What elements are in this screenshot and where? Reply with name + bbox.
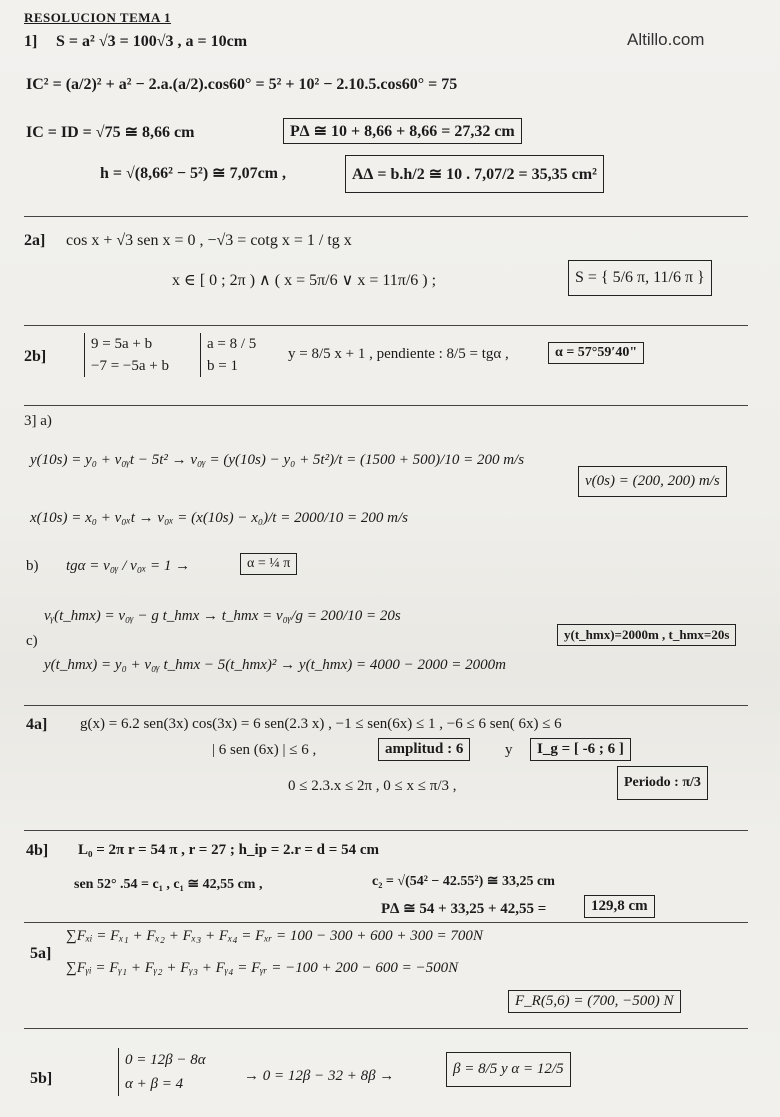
p3-line-1: y(10s) = y₀ + v₀ᵧt − 5t² → v₀ᵧ = (y(10s) − y₀ + 5t²)/t = (1500 + 500)/10 = 200 m/s [30, 452, 525, 468]
p1-line-3: IC = ID = √75 ≅ 8,66 cm [26, 124, 195, 141]
p5b-equation: → 0 = 12β − 32 + 8β → [244, 1068, 395, 1084]
p2b-equation: y = 8/5 x + 1 , pendiente : 8/5 = tgα , [288, 346, 509, 362]
p2b-sys-eq-1: 9 = 5a + b [91, 336, 153, 352]
p2a-line-2: x ∈ [ 0 ; 2π ) ∧ ( x = 5π/6 ∨ x = 11π/6 ) ; [172, 272, 437, 289]
p2b-sys-eq-2: −7 = −5a + b [91, 358, 169, 374]
p4b-result-box: 129,8 cm [584, 895, 655, 918]
p5a-line-1: ∑Fₓᵢ = Fₓ₁ + Fₓ₂ + Fₓ₃ + Fₓ₄ = Fₓᵣ = 100 − 300 + 600 + 300 = 700N [66, 928, 483, 944]
p5b-sys-eq-2: α + β = 4 [125, 1076, 184, 1092]
p4a-line-1: g(x) = 6.2 sen(3x) cos(3x) = 6 sen(2.3 x) , −1 ≤ sen(6x) ≤ 1 , −6 ≤ 6 sen( 6x) ≤ 6 [80, 716, 562, 732]
p1-line-2: IC² = (a/2)² + a² − 2.a.(a/2).cos60° = 5² + 10² − 2.10.5.cos60° = 75 [26, 76, 458, 93]
p5b-system [118, 1048, 206, 1096]
problem-2b-label: 2b] [24, 348, 47, 365]
p4a-image-box: I_g = [ -6 ; 6 ] [530, 738, 631, 761]
p4b-line-3: P∆ ≅ 54 + 33,25 + 42,55 = [381, 901, 547, 917]
p2b-sol-a: a = 8 / 5 [207, 336, 257, 352]
p4a-amplitude-box: amplitud : 6 [378, 738, 470, 761]
p2b-system [84, 333, 169, 377]
p3-line-4: vᵧ(t_hmx) = v₀ᵧ − g t_hmx → t_hmx = v₀ᵧ/g = 200/10 = 20s [44, 608, 401, 624]
page-title: RESOLUCION TEMA 1 [24, 10, 171, 25]
p1-area-box: A∆ = b.h/2 ≅ 10 . 7,07/2 = 35,35 cm² [345, 155, 604, 193]
watermark: Altillo.com [627, 30, 705, 49]
p2b-solution [200, 333, 256, 377]
p4b-line-2b: c₂ = √(54² − 42.55²) ≅ 33,25 cm [372, 874, 555, 889]
p1-perimeter-box: P∆ ≅ 10 + 8,66 + 8,66 = 27,32 cm [283, 118, 522, 144]
p4a-y: y [505, 742, 513, 758]
problem-4b-label: 4b] [26, 842, 49, 859]
p1-line-4: h = √(8,66² − 5²) ≅ 7,07cm , [100, 165, 286, 182]
problem-2a-label: 2a] [24, 232, 46, 249]
divider [24, 216, 748, 217]
divider [24, 830, 748, 831]
problem-1-label: 1] [24, 33, 38, 50]
p4a-line-2: | 6 sen (6x) | ≤ 6 , [212, 742, 317, 758]
p5b-result-box: β = 8/5 y α = 12/5 [446, 1052, 571, 1087]
divider [24, 405, 748, 406]
p5b-sys-eq-1: 0 = 12β − 8α [125, 1052, 206, 1068]
divider [24, 922, 748, 923]
p2a-line-1: cos x + √3 sen x = 0 , −√3 = cotg x = 1 / tg x [66, 232, 352, 249]
p4a-line-3: 0 ≤ 2.3.x ≤ 2π , 0 ≤ x ≤ π/3 , [288, 778, 457, 794]
p3-line-5: y(t_hmx) = y₀ + v₀ᵧ t_hmx − 5(t_hmx)² → y(t_hmx) = 4000 − 2000 = 2000m [44, 657, 506, 673]
problem-4a-label: 4a] [26, 716, 48, 733]
p3-alpha-box: α = ¼ π [240, 553, 297, 575]
p3-line-3: tgα = v₀ᵧ / v₀ₓ = 1 → [66, 558, 191, 574]
p3-line-2: x(10s) = x₀ + v₀ₓt → v₀ₓ = (x(10s) − x₀)/t = 2000/10 = 200 m/s [30, 510, 408, 526]
problem-5b-label: 5b] [30, 1070, 53, 1087]
divider [24, 325, 748, 326]
p2b-sol-b: b = 1 [207, 358, 238, 374]
p3-c-label: c) [26, 633, 38, 649]
divider [24, 1028, 748, 1029]
p4a-period-box: Periodo : π/3 [617, 766, 708, 800]
problem-3-label: 3] a) [24, 413, 52, 429]
p1-line-1: S = a² √3 = 100√3 , a = 10cm [56, 33, 248, 50]
p4b-line-2: sen 52° .54 = c₁ , c₁ ≅ 42,55 cm , [74, 877, 263, 892]
p5a-result-box: F_R(5,6) = (700, −500) N [508, 990, 681, 1013]
p3-height-box: y(t_hmx)=2000m , t_hmx=20s [557, 624, 736, 646]
p3-b-label: b) [26, 558, 39, 574]
p5a-line-2: ∑Fᵧᵢ = Fᵧ₁ + Fᵧ₂ + Fᵧ₃ + Fᵧ₄ = Fᵧᵣ = −100 + 200 − 600 = −500N [66, 960, 459, 976]
p3-velocity-box: v(0s) = (200, 200) m/s [578, 466, 727, 497]
p2a-solution-box: S = { 5/6 π, 11/6 π } [568, 260, 712, 296]
p4b-line-1: L₀ = 2π r = 54 π , r = 27 ; h_ip = 2.r = d = 54 cm [78, 842, 379, 858]
problem-5a-label: 5a] [30, 945, 52, 962]
divider [24, 705, 748, 706]
p2b-angle-box: α = 57°59′40" [548, 342, 644, 364]
